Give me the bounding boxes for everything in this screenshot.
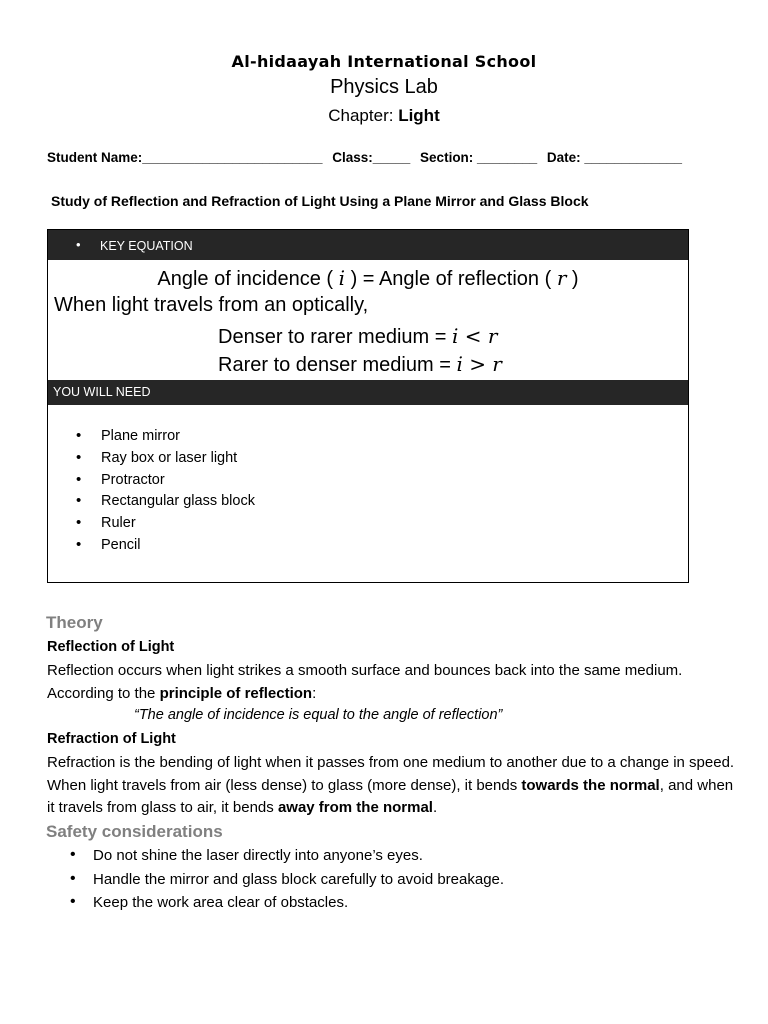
equation-line-4: Rarer to denser medium = i > r	[218, 352, 502, 376]
list-item: • Ruler	[76, 515, 255, 537]
reflection-heading: Reflection of Light	[47, 639, 175, 655]
safety-list	[70, 847, 504, 918]
list-item: • Protractor	[76, 472, 255, 494]
equation-line-1: Angle of incidence ( i ) = Angle of reflection ( r )	[157, 266, 579, 290]
list-item: • Keep the work area clear of obstacles.	[70, 894, 504, 918]
bullet-icon: •	[76, 237, 81, 252]
equation-line-3: Denser to rarer medium = i < r	[218, 324, 498, 348]
chapter-label: Chapter:	[328, 106, 394, 125]
reflection-quote: “The angle of incidence is equal to the angle of reflection”	[134, 707, 503, 723]
key-equation-label: KEY EQUATION	[100, 239, 193, 253]
theory-heading: Theory	[46, 613, 103, 632]
section-field[interactable]: Section: ________	[420, 150, 538, 165]
chapter-line	[0, 106, 768, 126]
list-item: • Pencil	[76, 537, 255, 559]
experiment-title: Study of Reflection and Refraction of Light Using a Plane Mirror and Glass Block	[51, 193, 589, 209]
list-item: • Handle the mirror and glass block carefully to avoid breakage.	[70, 871, 504, 895]
class-field[interactable]: Class:_____	[332, 150, 411, 165]
list-item: • Rectangular glass block	[76, 493, 255, 515]
key-equation-bar	[48, 230, 688, 260]
safety-heading: Safety considerations	[46, 822, 223, 841]
school-name: Al-hidaayah International School	[231, 52, 537, 71]
lab-title: Physics Lab	[330, 76, 438, 98]
refraction-heading: Refraction of Light	[47, 731, 176, 747]
list-item: • Plane mirror	[76, 428, 255, 450]
chapter-value: Light	[398, 106, 440, 125]
materials-list	[76, 428, 255, 559]
you-will-need-bar	[48, 380, 688, 405]
list-item: • Ray box or laser light	[76, 450, 255, 472]
info-box	[47, 229, 689, 583]
student-info-row	[47, 150, 688, 165]
reflection-paragraph: Reflection occurs when light strikes a smooth surface and bounces back into the same medium. According to the principle of reflection:	[47, 662, 683, 702]
you-will-need-label: YOU WILL NEED	[53, 385, 151, 399]
date-field[interactable]: Date: _____________	[546, 150, 683, 165]
list-item: • Do not shine the laser directly into anyone’s eyes.	[70, 847, 504, 871]
student-name-field[interactable]: Student Name:________________________	[47, 150, 323, 165]
equation-line-2: When light travels from an optically,	[54, 294, 369, 316]
refraction-paragraph: Refraction is the bending of light when it passes from one medium to another due to a change in speed. When light travels from air (less dense) to glass (more dense), it bends towards the normal, and when it travels from glass to air, it bends away from the normal.	[47, 754, 735, 816]
